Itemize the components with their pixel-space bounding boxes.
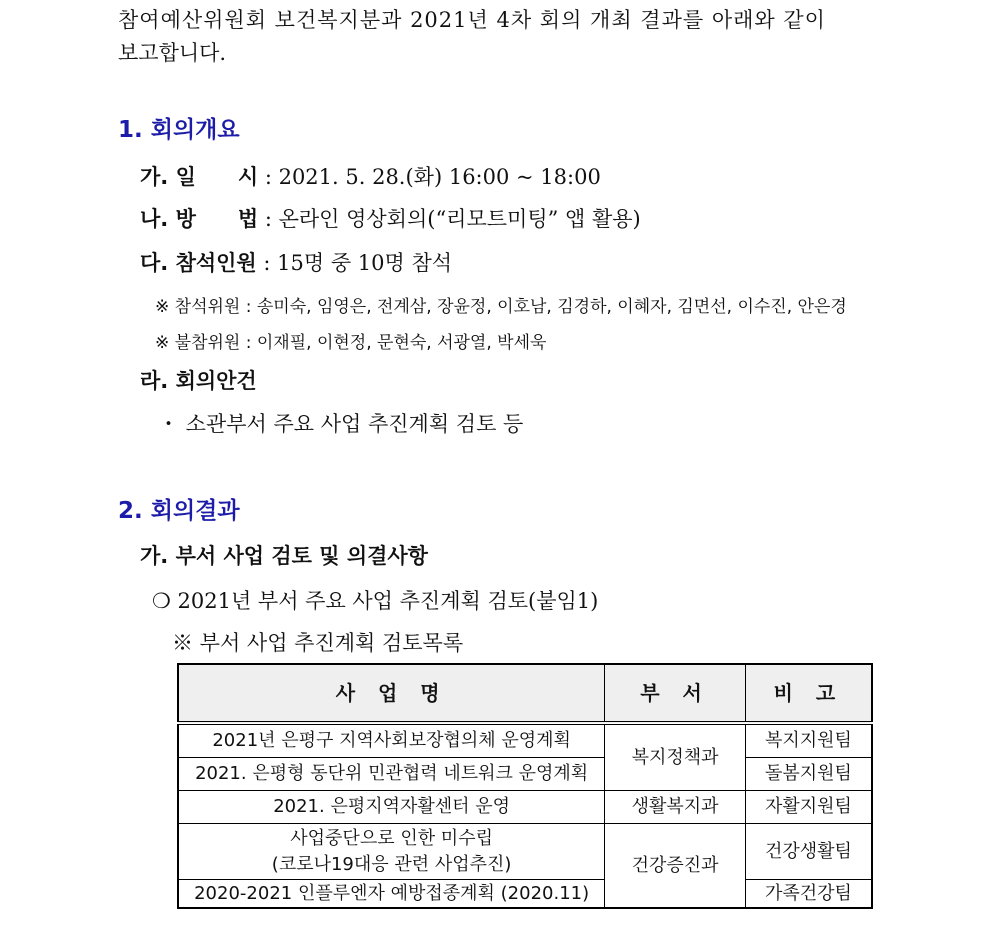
cell-dept: 복지정책과 (605, 723, 746, 791)
table-row (178, 758, 872, 791)
table-caption: ※ 부서 사업 추진계획 검토목록 (172, 631, 464, 655)
intro-line-1: 참여예산위원회 보건복지분과 2021년 4차 회의 개최 결과를 아래와 같이 (118, 8, 826, 32)
cell-note: 복지지원팀 (745, 723, 872, 758)
value: : 15명 중 10명 참석 (256, 251, 453, 275)
value: : 온라인 영상회의(“리모트미팅” 앱 활용) (258, 207, 641, 231)
agenda-label: 라. 회의안건 (140, 369, 257, 393)
meeting-method (140, 206, 641, 232)
label: 다. 참석인원 (140, 251, 257, 275)
cell-name: 2021. 은평형 동단위 민관협력 네트워크 운영계획 (178, 758, 605, 791)
value: : 2021. 5. 28.(화) 16:00 ~ 18:00 (258, 165, 601, 189)
cell-name: 2021. 은평지역자활센터 운영 (178, 791, 605, 824)
header-dept: 부 서 (605, 664, 746, 723)
cell-name: 2020-2021 인플루엔자 예방접종계획 (2020.11) (178, 880, 605, 909)
cell-name (178, 824, 605, 880)
absentees-note: ※ 불참위원 : 이재필, 이현정, 문현숙, 서광열, 박세욱 (155, 333, 547, 353)
cell-dept: 건강증진과 (605, 824, 746, 909)
review-item: ❍ 2021년 부서 주요 사업 추진계획 검토(붙임1) (152, 589, 599, 613)
cell-note: 건강생활팀 (745, 824, 872, 880)
section-2-heading: 2. 회의결과 (118, 498, 240, 524)
label: 나. 방 법 (140, 207, 259, 231)
cell-note: 돌봄지원팀 (745, 758, 872, 791)
table-row (178, 880, 872, 909)
section-1-heading: 1. 회의개요 (118, 117, 240, 143)
label: 가. 일 시 (140, 165, 259, 189)
cell-note: 가족건강팀 (745, 880, 872, 909)
table-row (178, 791, 872, 824)
cell-name: 2021년 은평구 지역사회보장협의체 운영계획 (178, 723, 605, 758)
intro-line-2: 보고합니다. (118, 41, 227, 65)
cell-dept: 생활복지과 (605, 791, 746, 824)
table-row (178, 723, 872, 758)
review-table (177, 663, 873, 909)
table-header-row (178, 664, 872, 723)
meeting-date (140, 164, 601, 190)
table-row (178, 824, 872, 880)
attendance (140, 250, 452, 276)
cell-note: 자활지원팀 (745, 791, 872, 824)
attendees-note: ※ 참석위원 : 송미숙, 임영은, 전계삼, 장윤정, 이호남, 김경하, 이혜자, 김면선, 이수진, 안은경 (155, 297, 847, 317)
name-line-2: (코로나19대응 관련 사업추진) (271, 853, 512, 875)
header-name: 사 업 명 (178, 664, 605, 723)
section-2-sub: 가. 부서 사업 검토 및 의결사항 (140, 544, 428, 568)
agenda-item: ・ 소관부서 주요 사업 추진계획 검토 등 (158, 412, 524, 436)
header-note: 비 고 (745, 664, 872, 723)
name-line-1: 사업중단으로 인한 미수립 (290, 827, 493, 849)
